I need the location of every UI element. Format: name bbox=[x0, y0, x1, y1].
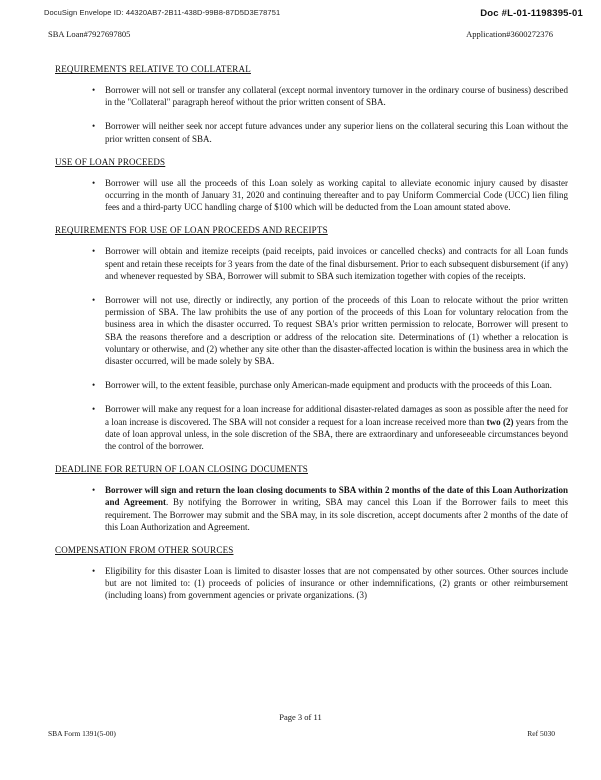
bullet-text: Borrower will not sell or transfer any collateral (except normal inventory turnover in the ordinary course of business) described in the "Collateral" paragraph hereof without the prior written consent of SBA. bbox=[105, 85, 568, 108]
bullet-icon: • bbox=[92, 85, 96, 95]
section bbox=[55, 225, 568, 452]
section-heading: COMPENSATION FROM OTHER SOURCES bbox=[55, 545, 234, 556]
section bbox=[55, 64, 568, 145]
bullet-text: Borrower will, to the extent feasible, purchase only American-made equipment and products with the proceeds of this Loan. bbox=[105, 380, 552, 391]
bullet-text: Eligibility for this disaster Loan is limited to disaster losses that are not compensated by other sources. Other sources include but are not limited to: (1) proceeds of policies of insurance or other indemnifications, (2) grants or other reimbursement (including loans) from government agencies or private organizations. (3) bbox=[105, 566, 568, 601]
section-heading: REQUIREMENTS FOR USE OF LOAN PROCEEDS AND RECEIPTS bbox=[55, 225, 328, 236]
form-number: SBA Form 1391(5-00) bbox=[48, 729, 116, 738]
page-number: Page 3 of 11 bbox=[279, 712, 322, 722]
bullet-icon: • bbox=[92, 295, 96, 306]
bullet-item bbox=[55, 565, 568, 602]
bullet-icon: • bbox=[92, 380, 96, 391]
bullet-item bbox=[55, 177, 568, 214]
bullet-icon: • bbox=[92, 566, 96, 577]
section bbox=[55, 545, 568, 602]
section-heading: DEADLINE FOR RETURN OF LOAN CLOSING DOCUMENTS bbox=[55, 464, 309, 475]
bullet-text: Borrower will sign and return the loan closing documents to SBA within 2 months of the date of this Loan Authorization and Agreement. By notifying the Borrower in writing, SBA may cancel this Loan if the Borrower fails to meet this requirement. The Borrower may submit and the SBA may, in its sole discretion, accept documents after 2 months of the date of this Loan Authorization and Agreement. bbox=[105, 485, 568, 532]
doc-number: Doc #L-01-1198395-01 bbox=[480, 8, 583, 19]
bullet-text: Borrower will not use, directly or indirectly, any portion of the proceeds of this Loan to relocate without the prior written permission of SBA. The law prohibits the use of any portion of the proceeds of this Loan for voluntary relocation from the business area in which the disaster occurred. To request SBA's prior written permission to relocate, Borrower will present to SBA the reasons therefore and a description or address of the relocation site. Determinations of (1) whether a relocation is voluntary or otherwise, and (2) whether any site other than the disaster-affected location is within the business area in which the disaster occurred, will be made solely by SBA. bbox=[105, 295, 568, 367]
bullet-icon: • bbox=[92, 404, 96, 415]
bullet-icon: • bbox=[92, 246, 96, 257]
bullet-item bbox=[55, 403, 568, 452]
bullet-item bbox=[55, 294, 568, 367]
docusign-header bbox=[44, 8, 583, 19]
bullet-text: Borrower will obtain and itemize receipts (paid receipts, paid invoices or cancelled checks) and contracts for all Loan funds spent and retain these receipts for 3 years from the date of the final disbursement. Prior to each subsequent disbursement (if any) and whenever requested by SBA, Borrower will submit to SBA such itemization together with copies of the receipts. bbox=[105, 246, 568, 281]
bullet-text: Borrower will make any request for a loan increase for additional disaster-related damages as soon as possible after the need for a loan increase is discovered. The SBA will not consider a request for a loan increase received more than two (2) years from the date of loan approval unless, in the sole discretion of the SBA, there are extraordinary and unforeseeable circumstances beyond the control of the borrower. bbox=[105, 404, 568, 452]
bullet-icon: • bbox=[92, 485, 96, 496]
docusign-envelope-id: DocuSign Envelope ID: 44320AB7-2B11-438D-99B8-87D5D3E78751 bbox=[44, 8, 281, 17]
bullet-item bbox=[55, 245, 568, 282]
application-number: Application#3600272376 bbox=[466, 29, 553, 39]
bullet-text: Borrower will neither seek nor accept future advances under any superior liens on the collateral securing this Loan without the prior written consent of SBA. bbox=[105, 121, 568, 144]
section bbox=[55, 464, 568, 533]
bullet-item bbox=[55, 379, 568, 391]
section bbox=[55, 157, 568, 214]
bullet-item bbox=[55, 484, 568, 533]
loan-header bbox=[48, 29, 553, 39]
bullet-item bbox=[55, 84, 568, 108]
section-heading: REQUIREMENTS RELATIVE TO COLLATERAL bbox=[55, 64, 251, 74]
ref-number: Ref 5030 bbox=[527, 729, 555, 738]
sba-loan-number: SBA Loan#7927697805 bbox=[48, 29, 131, 39]
document-body bbox=[55, 64, 568, 614]
bullet-icon: • bbox=[92, 121, 96, 132]
document-footer bbox=[48, 729, 555, 738]
bullet-icon: • bbox=[92, 177, 96, 188]
section-heading: USE OF LOAN PROCEEDS bbox=[55, 156, 166, 167]
bullet-text: Borrower will use all the proceeds of this Loan solely as working capital to alleviate economic injury caused by disaster occurring in the month of January 31, 2020 and continuing thereafter and to pay Uniform Commercial Code (UCC) lien filing fees and a third-party UCC handling charge of $100 which will be deducted from the Loan amount stated above. bbox=[105, 177, 568, 213]
bullet-item bbox=[55, 120, 568, 144]
